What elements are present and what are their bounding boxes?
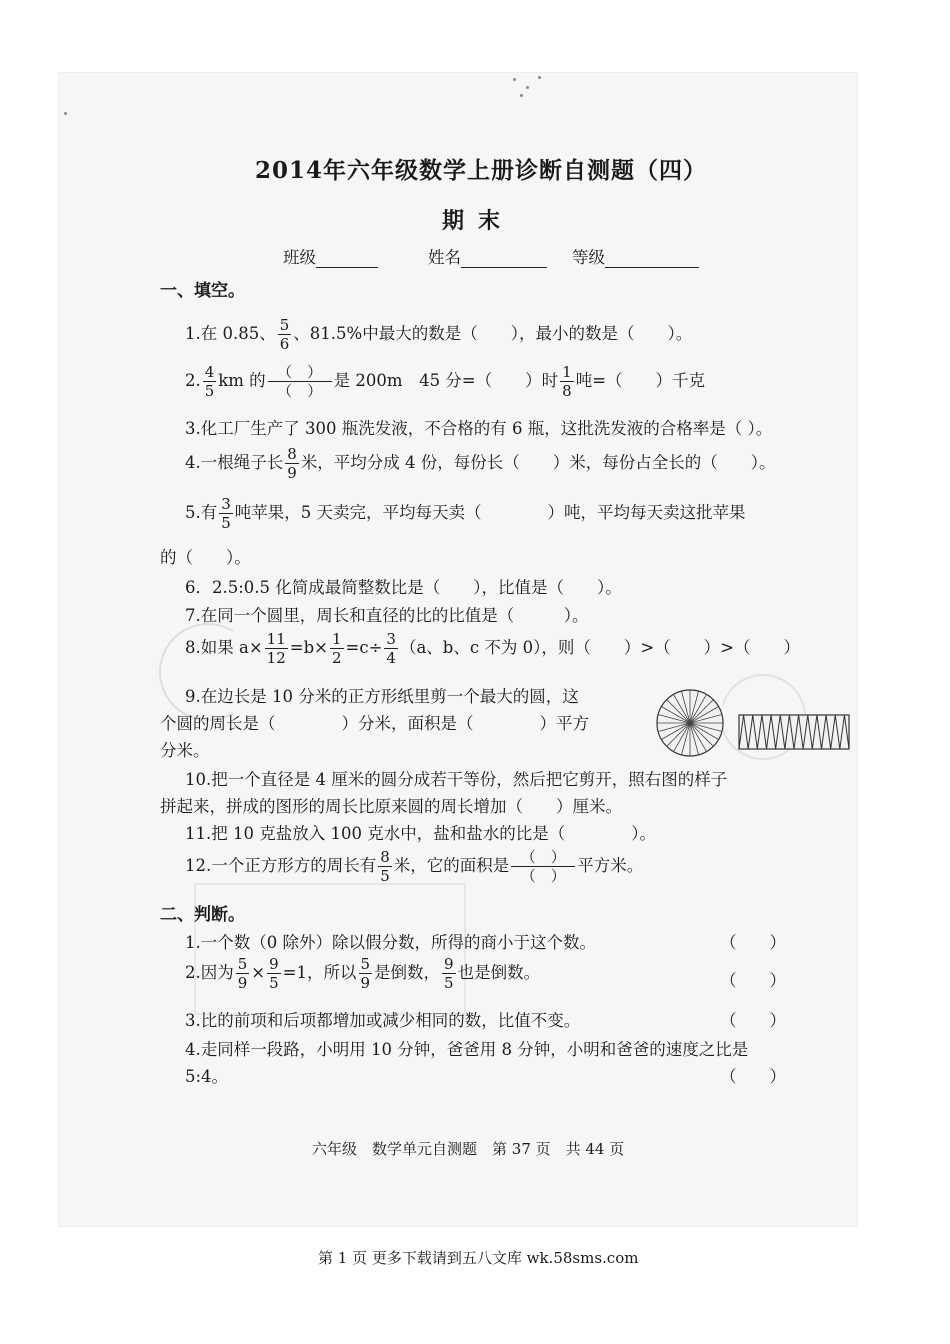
scan-speck xyxy=(538,76,541,79)
fraction-numerator: 1 xyxy=(562,363,572,381)
judge-answer-paren: （ ） xyxy=(720,1067,786,1086)
judge-answer-paren: （ ） xyxy=(720,971,786,990)
question-text: 是 200m 45 分=（ ）时 xyxy=(333,371,559,390)
question-judge-1: 1.一个数（0 除外）除以假分数，所得的商小于这个数。 xyxy=(185,933,596,952)
fraction-denominator: 9 xyxy=(287,464,297,482)
fraction xyxy=(267,955,281,992)
fraction-denominator: 6 xyxy=(279,335,290,353)
fraction xyxy=(442,955,456,992)
class-label: 班级 xyxy=(283,248,316,267)
question-judge-3: 3.比的前项和后项都增加或减少相同的数，比值不变。 xyxy=(185,1011,581,1030)
page-title: 2014年六年级数学上册诊断自测题（四） xyxy=(255,157,708,184)
question-text: 是倒数， xyxy=(374,963,441,982)
fraction xyxy=(285,445,299,482)
fraction-numerator: 4 xyxy=(204,363,215,381)
question-text: 2. xyxy=(185,371,201,390)
question-text: 5.有 xyxy=(185,503,218,522)
scan-speck xyxy=(526,86,529,89)
fraction-numerator: 5 xyxy=(237,955,248,973)
question-fill-8 xyxy=(185,630,800,667)
scan-speck xyxy=(513,78,516,81)
fraction-numerator: 9 xyxy=(269,955,279,973)
question-text: 吨苹果，5 天卖完，平均每天卖（ ）吨，平均每天卖这批苹果 xyxy=(234,503,746,522)
fraction-blank xyxy=(268,363,332,400)
fraction-numerator: 8 xyxy=(287,445,297,463)
question-text: 也是倒数。 xyxy=(457,963,541,982)
fraction xyxy=(278,316,292,353)
fraction-denominator: （ ） xyxy=(520,867,566,885)
fraction-denominator: 5 xyxy=(380,867,390,885)
question-text: 8.如果 a× xyxy=(185,638,263,657)
fraction-denominator: （ ） xyxy=(277,382,323,400)
question-fill-5 xyxy=(185,495,746,532)
question-judge-4-cont: 5:4。 xyxy=(185,1067,229,1086)
fraction-numerator: 3 xyxy=(221,495,231,513)
scan-speck xyxy=(64,112,67,115)
fraction-numerator: 5 xyxy=(360,955,371,973)
question-fill-5-cont: 的（ ）。 xyxy=(160,548,251,567)
fraction-numerator: 8 xyxy=(380,848,390,866)
name-blank xyxy=(461,249,547,268)
fraction xyxy=(330,630,344,667)
fraction-numerator: 5 xyxy=(279,316,290,334)
question-fill-3: 3.化工厂生产了 300 瓶洗发液，不合格的有 6 瓶，这批洗发液的合格率是（ ）。 xyxy=(185,419,773,438)
question-text: 米，平均分成 4 份，每份长（ ）米，每份占全长的（ ）。 xyxy=(300,453,776,472)
fraction-denominator: 5 xyxy=(269,974,279,992)
question-fill-9-cont: 个圆的周长是（ ）分米，面积是（ ）平方 xyxy=(160,714,589,733)
question-fill-10-cont: 拼起来，拼成的图形的周长比原来圆的周长增加（ ）厘米。 xyxy=(160,797,622,816)
question-fill-10: 10.把一个直径是 4 厘米的圆分成若干等份，然后把它剪开，照右图的样子 xyxy=(185,770,728,789)
question-text: 4.一根绳子长 xyxy=(185,453,284,472)
question-text: =c÷ xyxy=(345,638,383,657)
fraction-numerator: 1 xyxy=(331,630,342,648)
rearranged-sectors-figure xyxy=(738,714,850,750)
fraction xyxy=(236,955,250,992)
question-fill-9: 9.在边长是 10 分米的正方形纸里剪一个最大的圆，这 xyxy=(185,687,579,706)
question-text: 米，它的面积是 xyxy=(393,856,510,875)
fraction xyxy=(203,363,217,400)
fraction-denominator: 2 xyxy=(331,649,342,667)
class-blank xyxy=(316,249,378,268)
scan-speck xyxy=(520,94,523,97)
question-fill-6: 6．2.5:0.5 化简成最简整数比是（ ），比值是（ ）。 xyxy=(185,578,622,597)
question-text: （a、b、c 不为 0），则（ ）>（ ）>（ ） xyxy=(399,638,800,657)
question-fill-9-cont2: 分米。 xyxy=(160,741,210,760)
question-text: =b× xyxy=(289,638,328,657)
question-text: 12.一个正方形方的周长有 xyxy=(185,856,377,875)
fraction-denominator: 5 xyxy=(444,974,454,992)
question-text: 1.在 0.85、 xyxy=(185,324,276,343)
page-subtitle: 期末 xyxy=(442,208,515,234)
fraction-numerator: （ ） xyxy=(268,363,332,382)
fraction-denominator: 9 xyxy=(360,974,371,992)
question-fill-2 xyxy=(185,363,705,400)
question-text: 2.因为 xyxy=(185,963,234,982)
fraction-denominator: 4 xyxy=(386,649,396,667)
fraction xyxy=(384,630,398,667)
circle-sectors-figure xyxy=(655,688,725,758)
fraction-denominator: 8 xyxy=(562,382,572,400)
question-fill-7: 7.在同一个圆里，周长和直径的比的比值是（ ）。 xyxy=(185,606,589,625)
judge-answer-paren: （ ） xyxy=(720,1011,786,1030)
class-field xyxy=(283,244,378,268)
section-heading-judge: 二、判断。 xyxy=(160,905,245,925)
question-text: 、81.5%中最大的数是（ ），最小的数是（ ）。 xyxy=(293,324,693,343)
question-text: 平方米。 xyxy=(577,856,644,875)
name-field xyxy=(428,244,547,268)
question-text: km 的 xyxy=(218,371,266,390)
fraction xyxy=(560,363,574,400)
download-note: 第 1 页 更多下载请到五八文库 wk.58sms.com xyxy=(318,1249,639,1267)
grade-blank xyxy=(605,249,699,268)
question-fill-12 xyxy=(185,848,643,885)
page-footer: 六年级 数学单元自测题 第 37 页 共 44 页 xyxy=(312,1140,625,1158)
question-judge-2 xyxy=(185,955,540,992)
fraction xyxy=(219,495,233,532)
fraction-numerator: 11 xyxy=(266,630,286,648)
question-fill-4 xyxy=(185,445,776,482)
fraction xyxy=(378,848,392,885)
question-fill-1 xyxy=(185,316,692,353)
fraction-denominator: 5 xyxy=(204,382,215,400)
name-label: 姓名 xyxy=(428,248,461,267)
fraction xyxy=(265,630,288,667)
question-fill-11: 11.把 10 克盐放入 100 克水中，盐和盐水的比是（ ）。 xyxy=(185,824,656,843)
grade-field xyxy=(572,244,699,268)
fraction-blank xyxy=(511,848,575,885)
fraction xyxy=(359,955,373,992)
fraction-denominator: 12 xyxy=(266,649,286,667)
fraction-numerator: 3 xyxy=(386,630,396,648)
question-judge-4: 4.走同样一段路，小明用 10 分钟，爸爸用 8 分钟，小明和爸爸的速度之比是 xyxy=(185,1040,749,1059)
fraction-numerator: 9 xyxy=(444,955,454,973)
judge-answer-paren: （ ） xyxy=(720,933,786,952)
question-text: =1，所以 xyxy=(282,963,357,982)
fraction-numerator: （ ） xyxy=(511,848,575,867)
fraction-denominator: 5 xyxy=(221,514,231,532)
question-text: 吨=（ ）千克 xyxy=(575,371,706,390)
section-heading-fill-in: 一、填空。 xyxy=(160,281,245,301)
grade-label: 等级 xyxy=(572,248,605,267)
question-text: × xyxy=(251,963,266,982)
fraction-denominator: 9 xyxy=(237,974,248,992)
